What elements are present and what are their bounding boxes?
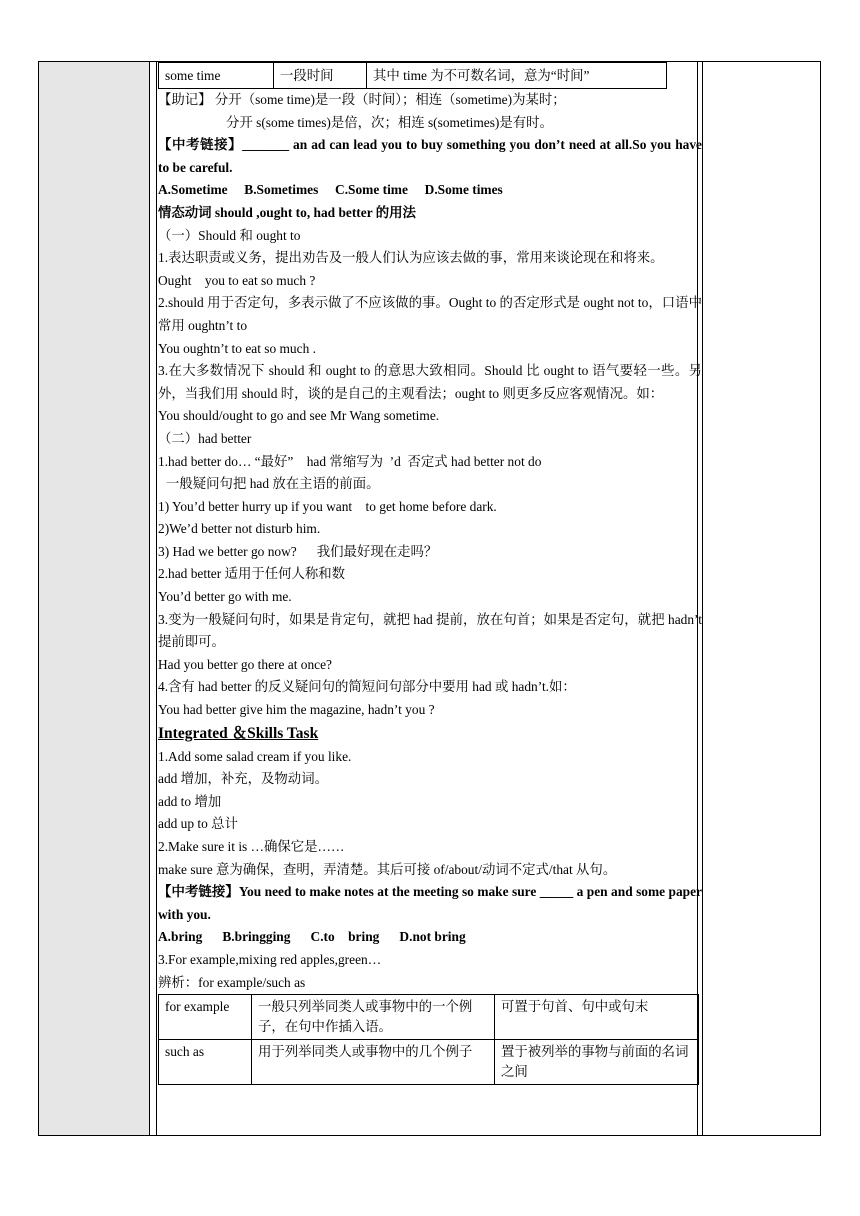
modal-point-3: 3.在大多数情况下 should 和 ought to 的意思大致相同。Should 比 ought to 语气要轻一些。另外，当我们用 should 时，谈的是自己的主观看法；ought to 则更多反应客观情况。如：: [158, 363, 702, 401]
cell-position: 可置于句首、句中或句末: [495, 995, 699, 1040]
cell-usage: 一般只列举同类人或事物中的一个例子，在句中作插入语。: [252, 995, 495, 1040]
modal-point-1: 1.表达职责或义务，提出劝告及一般人们认为应该去做的事，常用来谈论现在和将来。: [158, 250, 664, 266]
modal-point-4b: 一般疑问句把 had 放在主语的前面。: [166, 476, 380, 492]
modal-section-1: （一）Should 和 ought to: [158, 227, 301, 243]
exam-link-2: 【中考链接】You need to make notes at the meeting so make sure _____ a pen and some paper with you.: [158, 884, 702, 922]
skills-line-7: 3.For example,mixing red apples,green…: [158, 951, 382, 967]
exam-link-2-options: A.bring B.bringging C.to bring D.not bring: [158, 929, 466, 945]
modal-point-6: 3.变为一般疑问句时，如果是肯定句，就把 had 提前，放在句首；如果是否定句，就把 hadn’t 提前即可。: [158, 611, 702, 650]
modal-example-1: Ought you to eat so much ?: [158, 272, 316, 288]
modal-point-5: 2.had better 适用于任何人称和数: [158, 566, 346, 582]
modal-section-2: （二）had better: [158, 430, 252, 446]
cell-term: such as: [159, 1040, 252, 1085]
table-row: [159, 995, 699, 1040]
skills-line-4: add up to 总计: [158, 816, 238, 832]
modal-example-2: You oughtn’t to eat so much .: [158, 340, 316, 356]
compare-table: [158, 994, 699, 1085]
exam-link-1: 【中考链接】_______ an ad can lead you to buy something you don’t need at all.So you have to be careful.: [158, 137, 702, 175]
skills-line-8: 辨析：for example/such as: [158, 974, 306, 990]
modal-point-4: 1.had better do… “最好” had 常缩写为 ’d 否定式 had better not do: [158, 453, 542, 469]
cell-term: some time: [159, 63, 274, 89]
modal-example-4b: 2)We’d better not disturb him.: [158, 521, 321, 537]
skills-line-5: 2.Make sure it is …确保它是……: [158, 839, 345, 854]
cell-usage: 用于列举同类人或事物中的几个例子: [252, 1040, 495, 1085]
modal-example-4a: 1) You’d better hurry up if you want to get home before dark.: [158, 498, 497, 514]
memo-line-2: 分开 s(some times)是倍，次；相连 s(sometimes)是有时。: [226, 114, 553, 130]
left-margin-column: [39, 62, 150, 1135]
lesson-content: [158, 62, 702, 1085]
cell-position: 置于被列举的事物与前面的名词之间: [495, 1040, 699, 1085]
exam-link-1-options: A.Sometime B.Sometimes C.Some time D.Some times: [158, 182, 503, 198]
memo-line-1: 【助记】 分开（some time)是一段（时间）；相连（sometime)为某时；: [158, 92, 566, 107]
cell-note: 其中 time 为不可数名词，意为“时间”: [367, 63, 667, 89]
modal-example-4c: 3) Had we better go now? 我们最好现在走吗？: [158, 543, 438, 559]
right-margin-column: [702, 62, 820, 1135]
modal-example-7: You had better give him the magazine, hadn’t you ?: [158, 702, 435, 718]
modal-example-5: You’d better go with me.: [158, 589, 292, 605]
cell-term: for example: [159, 995, 252, 1040]
sometime-table: [158, 62, 667, 89]
modal-point-7: 4.含有 had better 的反义疑问句的简短问句部分中要用 had 或 hadn’t.如：: [158, 679, 576, 695]
cell-meaning: 一段时间: [274, 63, 367, 89]
modal-point-2: 2.should 用于否定句，多表示做了不应该做的事。Ought to 的否定形式是 ought not to，口语中常用 oughtn’t to: [158, 295, 702, 333]
skills-line-6: make sure 意为确保，查明，弄清楚。其后可接 of/about/动词不定式/that 从句。: [158, 861, 617, 877]
modal-example-3: You should/ought to go and see Mr Wang sometime.: [158, 408, 440, 424]
modal-example-6: Had you better go there at once?: [158, 656, 332, 672]
skills-line-1: 1.Add some salad cream if you like.: [158, 748, 352, 764]
modal-title: 情态动词 should ,ought to, had better 的用法: [158, 204, 416, 220]
skills-heading: Integrated ＆Skills Task: [158, 724, 319, 742]
table-row: [159, 1040, 699, 1085]
skills-line-3: add to 增加: [158, 793, 222, 809]
skills-line-2: add 增加，补充，及物动词。: [158, 771, 328, 787]
content-left-border: [156, 62, 157, 1135]
